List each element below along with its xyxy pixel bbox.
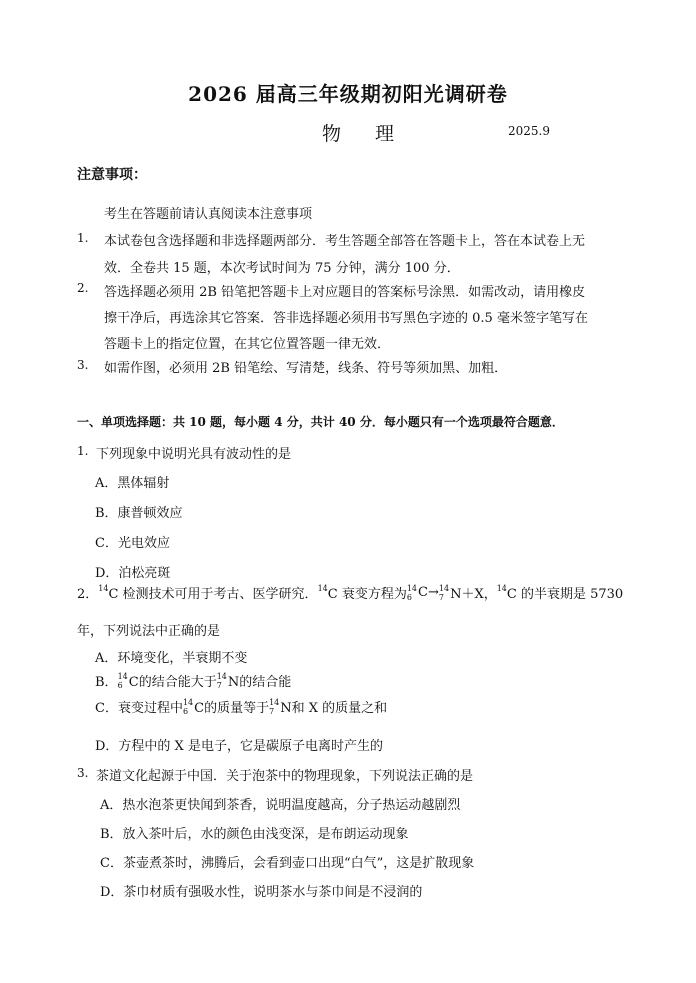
notice-item-text: 擦干净后，再选涂其它答案．答非选择题必须用书写黑色字迹的 0.5 毫米签字笔写在 — [104, 311, 588, 326]
option-c: C．茶壶煮茶时，沸腾后，会看到壶口出现“白气”，这是扩散现象 — [100, 856, 475, 871]
option-a: A．黑体辐射 — [95, 476, 170, 491]
atomic-number: 7 — [216, 680, 222, 690]
mass-number: 14 — [438, 583, 450, 593]
option-b: B．放入茶叶后，水的颜色由浅变深，是布朗运动现象 — [100, 827, 409, 842]
option-d: D．方程中的 X 是电子，它是碳原子电离时产生的 — [95, 739, 383, 754]
stem-text: C 衰变方程为 — [327, 587, 407, 602]
option-text: C的结合能大于 — [128, 675, 217, 690]
option-label: B． — [95, 675, 118, 690]
atomic-number: 7 — [269, 706, 275, 716]
mass-number: 14 — [317, 584, 328, 593]
notice-item-text: 答题卡上的指定位置，在其它位置答题一律无效． — [104, 337, 391, 352]
question-stem — [77, 583, 623, 602]
isotope-notation — [217, 672, 227, 690]
atomic-number: 7 — [438, 592, 444, 602]
atomic-number: 6 — [406, 592, 412, 602]
option-d: D．茶巾材质有强吸水性，说明茶水与茶巾间是不浸润的 — [100, 885, 423, 900]
question-number: 2． — [77, 587, 99, 602]
option-text: N的结合能 — [227, 675, 292, 690]
notice-item-number: 3. — [77, 358, 89, 372]
stem-text: C 检测技术可用于考古、医学研究． — [108, 587, 318, 602]
question-stem: 年，下列说法中正确的是 — [77, 624, 221, 639]
notice-item-number: 2. — [77, 281, 89, 295]
atomic-number: 6 — [117, 680, 123, 690]
notice-item-number: 1. — [77, 231, 89, 245]
option-a: A．热水泡茶更快闻到茶香，说明温度越高，分子热运动越剧烈 — [100, 798, 461, 813]
isotope-notation — [118, 672, 128, 690]
exam-title: 2026 届高三年级期初阳光调研卷 — [188, 82, 508, 106]
question-stem: 下列现象中说明光具有波动性的是 — [96, 447, 292, 462]
isotope-notation — [407, 584, 417, 602]
mass-number: 14 — [117, 671, 128, 681]
subject-name: 物 理 — [322, 123, 409, 145]
isotope-notation — [439, 584, 449, 602]
equation-text: C→ — [418, 585, 439, 600]
question-stem: 茶道文化起源于中国．关于泡茶中的物理现象，下列说法正确的是 — [96, 769, 474, 784]
notice-heading: 注意事项： — [77, 167, 147, 183]
isotope-notation — [183, 698, 193, 716]
option-text: N和 X 的质量之和 — [280, 701, 388, 716]
equation-text: N＋X， — [450, 587, 497, 602]
notice-item-text: 本试卷包含选择题和非选择题两部分．考生答题全部答在答题卡上，答在本试卷上无 — [104, 234, 586, 249]
question-number: 1. — [77, 444, 89, 458]
option-a: A．环境变化，半衰期不变 — [95, 651, 248, 666]
notice-item-text: 如需作图，必须用 2B 铅笔绘、写清楚，线条、符号等须加黑、加粗． — [104, 361, 508, 376]
notice-item-text: 效．全卷共 15 题，本次考试时间为 75 分钟，满分 100 分． — [104, 261, 460, 276]
option-c: C．光电效应 — [95, 536, 170, 551]
option-text: C．衰变过程中 — [95, 701, 183, 716]
notice-intro: 考生在答题前请认真阅读本注意事项 — [104, 207, 313, 222]
question-number: 3. — [77, 766, 89, 780]
notice-item-text: 答选择题必须用 2B 铅笔把答题卡上对应题目的答案标号涂黑．如需改动，请用橡皮 — [104, 285, 586, 300]
option-d: D．泊松亮斑 — [95, 566, 171, 581]
section-heading: 一、单项选择题：共 10 题，每小题 4 分，共计 40 分．每小题只有一个选项最符合题意． — [77, 415, 564, 429]
mass-number: 14 — [269, 697, 280, 707]
option-text: C的质量等于 — [194, 701, 270, 716]
mass-number: 14 — [406, 583, 418, 593]
atomic-number: 6 — [182, 706, 189, 716]
stem-text: C 的半衰期是 5730 — [506, 587, 624, 602]
option-b — [95, 671, 291, 690]
mass-number: 14 — [182, 697, 194, 707]
option-b: B．康普顿效应 — [95, 506, 183, 521]
option-c — [95, 697, 387, 716]
mass-number: 14 — [496, 584, 507, 593]
isotope-notation — [269, 698, 279, 716]
exam-date: 2025.9 — [508, 124, 550, 138]
mass-number: 14 — [216, 671, 227, 681]
mass-number: 14 — [98, 584, 109, 593]
